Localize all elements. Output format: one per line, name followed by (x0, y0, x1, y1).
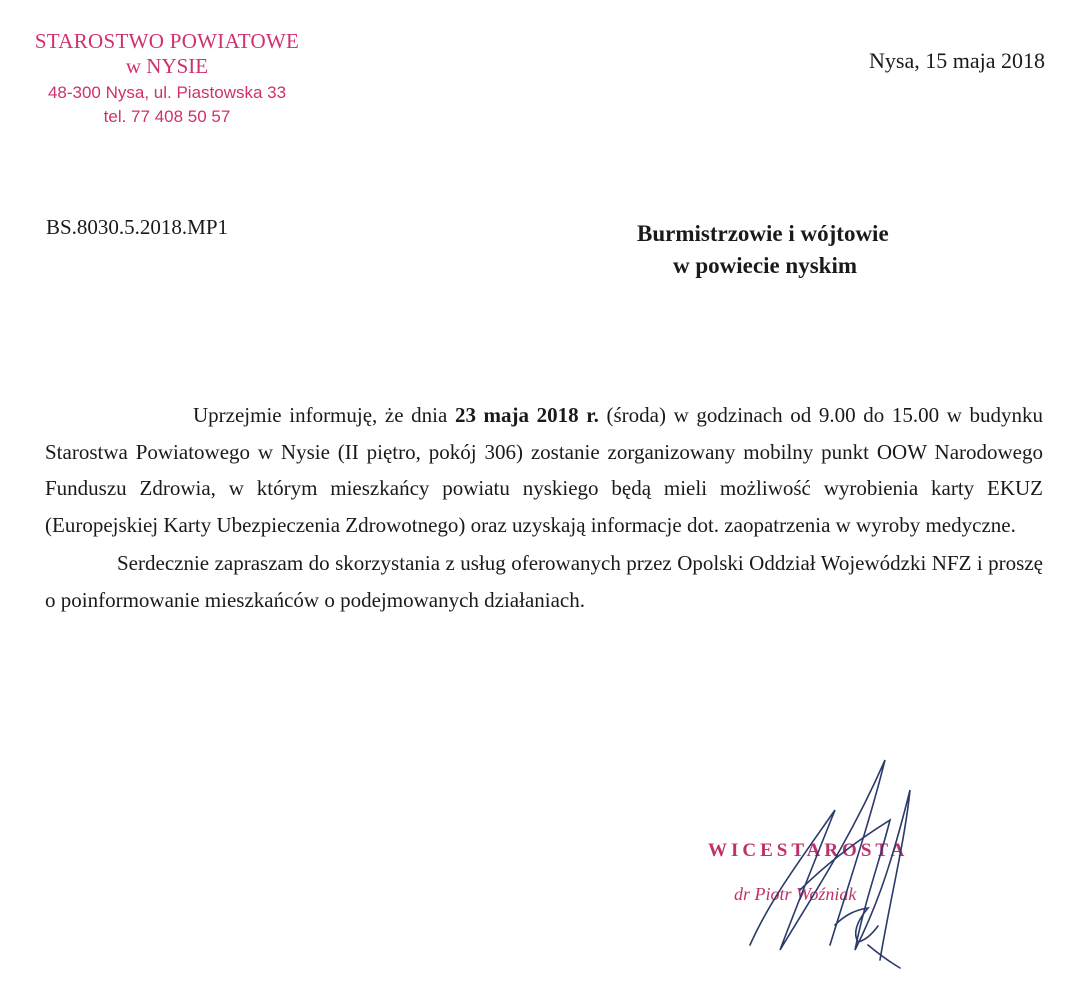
stamp-institution-name: STAROSTWO POWIATOWE (34, 29, 300, 53)
stamp-city: w NYSIE (125, 54, 209, 78)
letter-date: Nysa, 15 maja 2018 (869, 48, 1045, 73)
paragraph-1-rest: (środa) w godzinach od 9.00 do 15.00 w budynku Starostwa Powiatowego w Nysie (II piętro, pokój 306) zostanie zorganizowany mobilny punkt OOW Narodowego Funduszu Zdrowia, w którym mieszkańcy powiatu nyskiego będą mieli możliwość wyrobienia karty EKUZ (Europejskiej Karty Ubezpieczenia Zdrowotnego) oraz uzyskają informacje dot. zaopatrzenia w wyroby medyczne. (45, 403, 1043, 537)
addressee-line-2: w powiecie nyskim (673, 253, 857, 278)
paragraph-1-intro: Uprzejmie informuję, że dnia (193, 403, 455, 427)
reference-number: BS.8030.5.2018.MP1 (46, 215, 229, 239)
signature-stamp-name: dr Piotr Woźniak (734, 884, 857, 904)
event-date: 23 maja 2018 r. (454, 403, 599, 427)
paragraph-1 (45, 397, 1043, 543)
stamp-phone: tel. 77 408 50 57 (103, 107, 231, 126)
letter-body (45, 397, 1043, 618)
institution-stamp (22, 28, 312, 128)
stamp-address: 48-300 Nysa, ul. Piastowska 33 (47, 83, 287, 102)
handwritten-signature (740, 750, 940, 975)
addressee-line-1: Burmistrzowie i wójtowie (637, 221, 889, 246)
signature-stamp-title: WICESTAROSTA (708, 840, 909, 861)
paragraph-2: Serdecznie zapraszam do skorzystania z usług oferowanych przez Opolski Oddział Wojewódzki NFZ i proszę o poinformowanie mieszkańców o podejmowanych działaniach. (45, 551, 1043, 612)
addressee (605, 218, 985, 282)
